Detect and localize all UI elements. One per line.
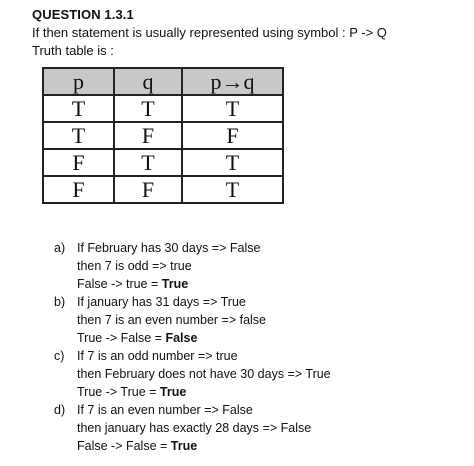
table-row	[43, 149, 283, 176]
header-p-implies-q: p→q	[182, 68, 283, 95]
truth-table-header-row	[43, 68, 283, 95]
cell-q: T	[114, 149, 182, 176]
cell-q: T	[114, 95, 182, 122]
cell-p-implies-q: T	[182, 176, 283, 203]
item-evaluation	[77, 383, 186, 401]
cell-p: F	[43, 176, 114, 203]
cell-p-implies-q: F	[182, 122, 283, 149]
answer-item-d	[54, 401, 464, 455]
item-premise: If january has 31 days => True	[77, 295, 246, 309]
answer-item-a	[54, 239, 464, 293]
item-evaluation	[77, 329, 197, 347]
item-conclusion: then 7 is an even number => false	[77, 313, 267, 327]
truth-table	[42, 67, 284, 204]
answer-item-c	[54, 347, 464, 401]
table-row	[43, 122, 283, 149]
header-p: p	[43, 68, 114, 95]
table-row	[43, 176, 283, 203]
item-premise: If 7 is an odd number => true	[77, 349, 238, 363]
item-result: True	[159, 385, 187, 399]
cell-q: F	[114, 122, 182, 149]
item-letter: b)	[54, 295, 66, 309]
header-q: q	[114, 68, 182, 95]
table-caption: Truth table is :	[32, 43, 114, 58]
question-heading: QUESTION 1.3.1	[32, 7, 134, 22]
item-evaluation-expression: True -> True =	[77, 385, 160, 399]
item-evaluation	[77, 437, 197, 455]
item-evaluation-expression: False -> true =	[77, 277, 162, 291]
item-premise: If February has 30 days => False	[77, 241, 261, 255]
cell-p-implies-q: T	[182, 149, 283, 176]
table-row	[43, 95, 283, 122]
item-letter: c)	[54, 349, 65, 363]
cell-p: F	[43, 149, 114, 176]
item-result: True	[170, 439, 198, 453]
item-evaluation-expression: False -> False =	[77, 439, 171, 453]
item-result: True	[161, 277, 189, 291]
item-letter: d)	[54, 403, 66, 417]
intro-text: If then statement is usually represented using symbol : P -> Q	[32, 25, 387, 40]
answer-list	[54, 239, 464, 455]
cell-p-implies-q: T	[182, 95, 283, 122]
cell-p: T	[43, 95, 114, 122]
item-conclusion: then February does not have 30 days => True	[77, 367, 331, 381]
item-letter: a)	[54, 241, 66, 255]
item-conclusion: then january has exactly 28 days => False	[77, 421, 312, 435]
answer-item-b	[54, 293, 464, 347]
item-evaluation-expression: True -> False =	[77, 331, 166, 345]
item-premise: If 7 is an even number => False	[77, 403, 253, 417]
item-result: False	[165, 331, 198, 345]
cell-q: F	[114, 176, 182, 203]
cell-p: T	[43, 122, 114, 149]
item-conclusion: then 7 is odd => true	[77, 259, 192, 273]
item-evaluation	[77, 275, 188, 293]
